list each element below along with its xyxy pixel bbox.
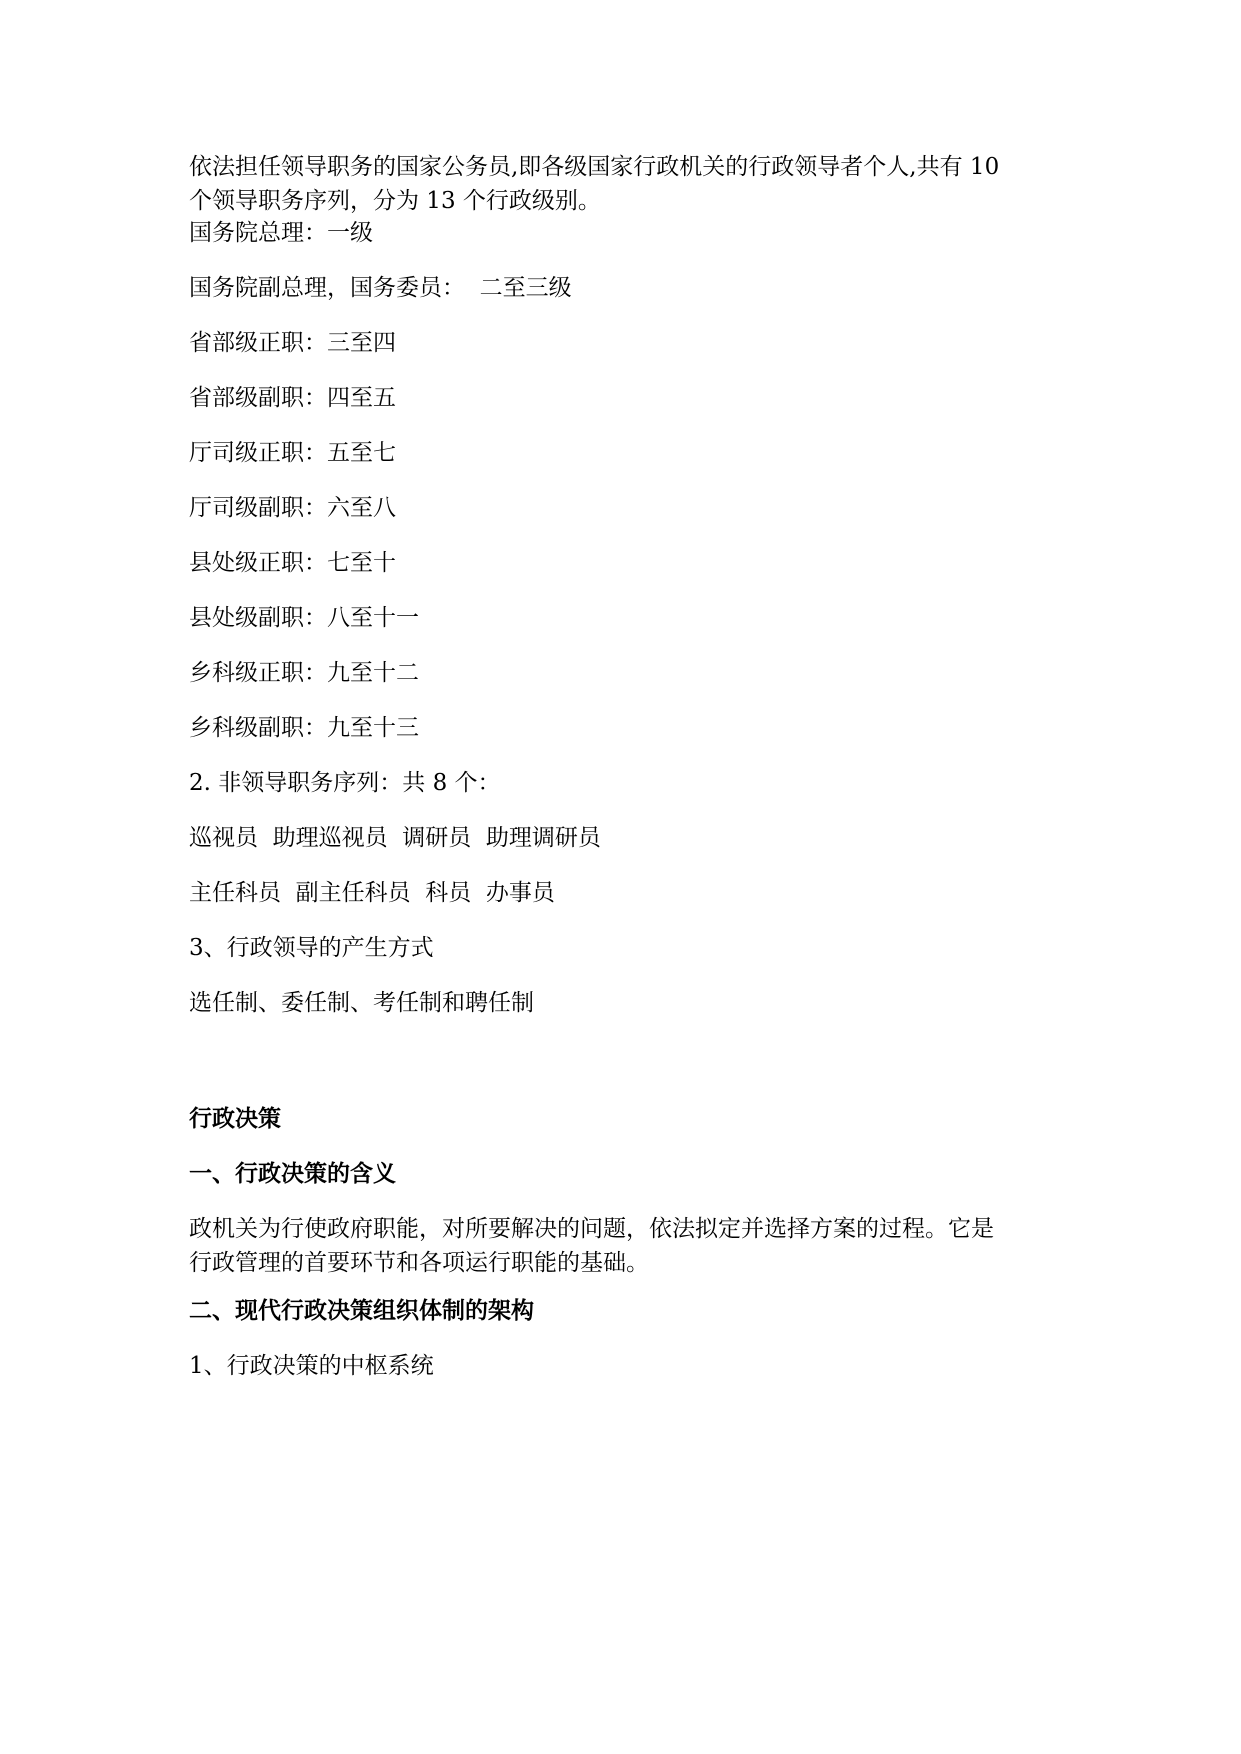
non-leadership-list-1: 巡视员 助理巡视员 调研员 助理调研员	[189, 825, 601, 851]
level-department-chief: 厅司级正职：五至七	[189, 440, 396, 466]
level-premier: 国务院总理：一级	[189, 220, 373, 246]
level-ministerial-chief: 省部级正职：三至四	[189, 330, 396, 356]
level-department-deputy: 厅司级副职：六至八	[189, 495, 396, 521]
selection-method-list: 选任制、委任制、考任制和聘任制	[189, 990, 534, 1016]
definition-paragraph: 政机关为行使政府职能，对所要解决的问题，依法拟定并选择方案的过程。它是 行政管理的首要环节和各项运行职能的基础。	[189, 1216, 994, 1276]
level-ministerial-deputy: 省部级副职：四至五	[189, 385, 396, 411]
item-central-system: 1、行政决策的中枢系统	[189, 1353, 434, 1379]
level-township-chief: 乡科级正职：九至十二	[189, 660, 419, 686]
level-county-chief: 县处级正职：七至十	[189, 550, 396, 576]
level-county-deputy: 县处级副职：八至十一	[189, 605, 419, 631]
section-title: 行政决策	[189, 1106, 281, 1132]
intro-paragraph: 依法担任领导职务的国家公务员,即各级国家行政机关的行政领导者个人,共有 10 个领导职务序列，分为 13 个行政级别。	[189, 154, 1000, 214]
level-township-deputy: 乡科级副职：九至十三	[189, 715, 419, 741]
non-leadership-list-2: 主任科员 副主任科员 科员 办事员	[189, 880, 555, 906]
level-vice-premier: 国务院副总理，国务委员： 二至三级	[189, 275, 572, 301]
non-leadership-heading: 2. 非领导职务序列：共 8 个：	[189, 770, 501, 796]
selection-method-heading: 3、行政领导的产生方式	[189, 935, 434, 961]
heading-meaning: 一、行政决策的含义	[189, 1161, 396, 1187]
heading-structure: 二、现代行政决策组织体制的架构	[189, 1298, 534, 1324]
